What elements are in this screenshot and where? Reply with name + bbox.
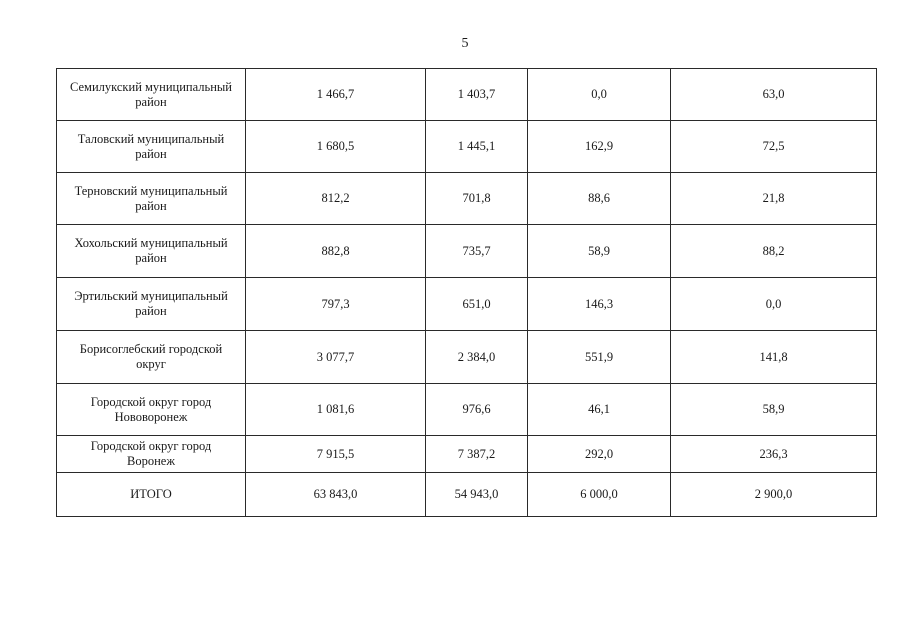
district-name: Терновский муниципальный район [57, 173, 246, 225]
total-value-cell: 54 943,0 [426, 473, 528, 517]
total-label: ИТОГО [57, 473, 246, 517]
table-row [57, 69, 877, 121]
table-row [57, 384, 877, 436]
value-cell: 1 466,7 [246, 69, 426, 121]
value-cell: 7 387,2 [426, 436, 528, 473]
table-row [57, 225, 877, 278]
value-cell: 701,8 [426, 173, 528, 225]
value-cell: 976,6 [426, 384, 528, 436]
data-table [56, 68, 877, 517]
value-cell: 88,6 [528, 173, 671, 225]
page-number: 5 [461, 36, 469, 51]
value-cell: 7 915,5 [246, 436, 426, 473]
table-row [57, 121, 877, 173]
value-cell: 2 384,0 [426, 331, 528, 384]
district-name: Борисоглебский городской округ [57, 331, 246, 384]
total-value-cell: 2 900,0 [671, 473, 877, 517]
value-cell: 812,2 [246, 173, 426, 225]
district-name: Таловский муниципальный район [57, 121, 246, 173]
district-name: Хохольский муниципальный район [57, 225, 246, 278]
value-cell: 1 081,6 [246, 384, 426, 436]
value-cell: 3 077,7 [246, 331, 426, 384]
total-value-cell: 6 000,0 [528, 473, 671, 517]
table-row [57, 331, 877, 384]
total-value-cell: 63 843,0 [246, 473, 426, 517]
value-cell: 882,8 [246, 225, 426, 278]
district-name: Городской округ город Воронеж [57, 436, 246, 473]
value-cell: 72,5 [671, 121, 877, 173]
value-cell: 797,3 [246, 278, 426, 331]
table-row [57, 436, 877, 473]
table-row [57, 278, 877, 331]
value-cell: 236,3 [671, 436, 877, 473]
table-row [57, 173, 877, 225]
value-cell: 58,9 [671, 384, 877, 436]
value-cell: 0,0 [528, 69, 671, 121]
value-cell: 292,0 [528, 436, 671, 473]
value-cell: 0,0 [671, 278, 877, 331]
total-row [57, 473, 877, 517]
district-name: Эртильский муниципальный район [57, 278, 246, 331]
value-cell: 1 680,5 [246, 121, 426, 173]
value-cell: 162,9 [528, 121, 671, 173]
value-cell: 551,9 [528, 331, 671, 384]
value-cell: 651,0 [426, 278, 528, 331]
value-cell: 1 445,1 [426, 121, 528, 173]
district-name: Городской округ город Нововоронеж [57, 384, 246, 436]
value-cell: 141,8 [671, 331, 877, 384]
value-cell: 735,7 [426, 225, 528, 278]
value-cell: 88,2 [671, 225, 877, 278]
value-cell: 146,3 [528, 278, 671, 331]
district-name: Семилукский муниципальный район [57, 69, 246, 121]
value-cell: 58,9 [528, 225, 671, 278]
value-cell: 21,8 [671, 173, 877, 225]
value-cell: 63,0 [671, 69, 877, 121]
value-cell: 1 403,7 [426, 69, 528, 121]
value-cell: 46,1 [528, 384, 671, 436]
